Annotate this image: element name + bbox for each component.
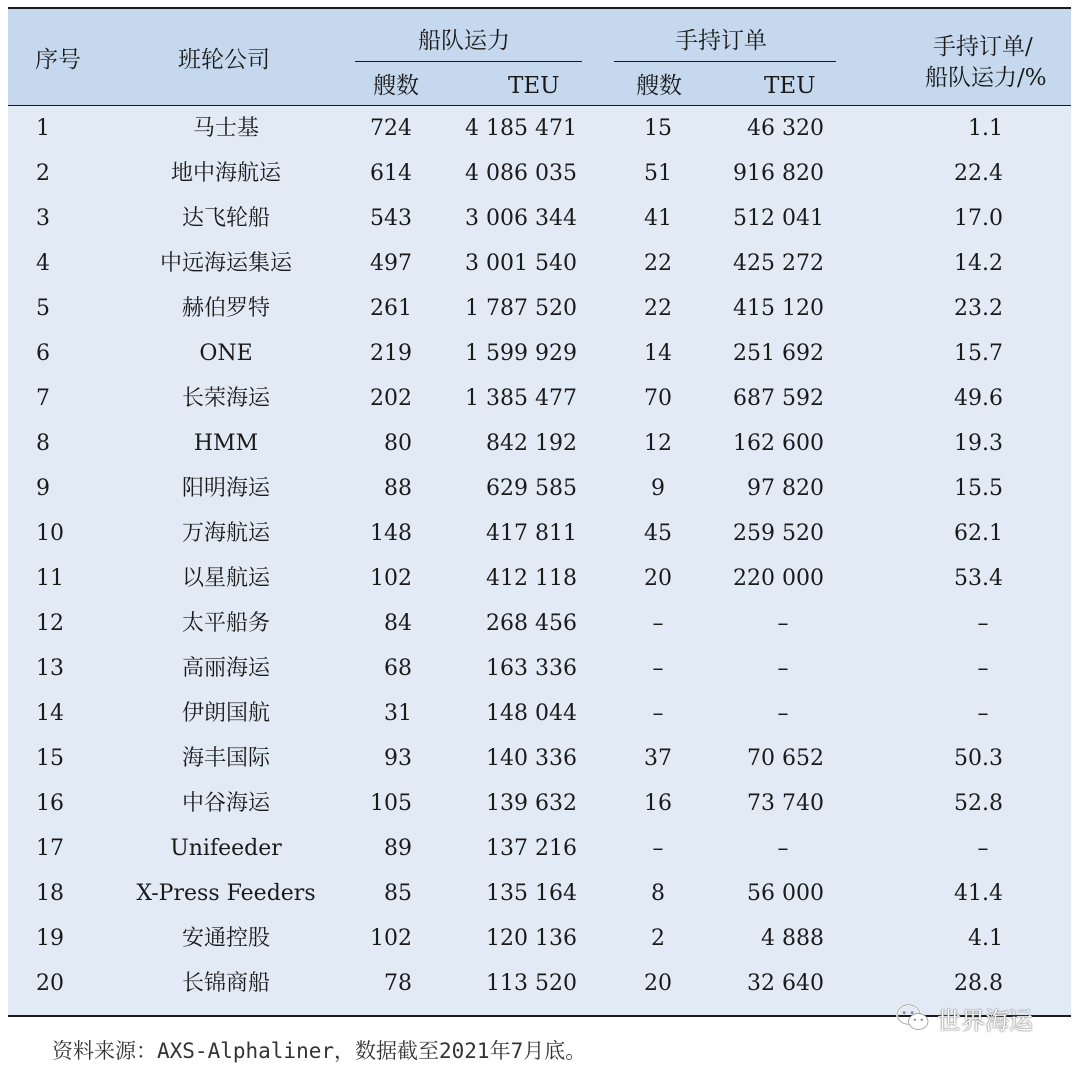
order-ratio-cell: 62.1	[954, 521, 1003, 546]
order-teu-cell: 916 820	[733, 161, 824, 186]
table-row	[8, 692, 1071, 737]
company-name-cell: 达飞轮船	[181, 206, 270, 231]
order-ships-cell: 12	[644, 431, 672, 456]
fleet-teu-cell: 268 456	[486, 611, 577, 636]
order-ships-cell: 22	[644, 251, 672, 276]
fleet-teu-cell: 1 385 477	[465, 386, 577, 411]
fleet-ships-cell: 78	[384, 971, 412, 996]
row-number-cell: 12	[36, 611, 64, 636]
fleet-ships-cell: 93	[384, 746, 412, 771]
fleet-ships-cell: 497	[370, 251, 412, 276]
company-name-cell: ONE	[199, 341, 253, 366]
order-teu-cell: 259 520	[733, 521, 824, 546]
fleet-teu-cell: 1 599 929	[465, 341, 577, 366]
fleet-ships-cell: 85	[384, 881, 412, 906]
order-ships-cell: 16	[644, 791, 672, 816]
fleet-ships-cell: 88	[384, 476, 412, 501]
table-header	[8, 9, 1071, 106]
row-number-cell: 4	[36, 251, 50, 276]
table-row	[8, 782, 1071, 827]
table-row	[8, 512, 1071, 557]
table-row	[8, 917, 1071, 962]
fleet-group-rule	[355, 61, 582, 62]
row-number-cell: 20	[36, 971, 64, 996]
wechat-icon	[895, 1003, 931, 1033]
table-row	[8, 872, 1071, 917]
fleet-ships-cell: 219	[370, 341, 412, 366]
table-row	[8, 242, 1071, 287]
source-note: 资料来源：AXS-Alphaliner，数据截至2021年7月底。	[52, 1039, 587, 1063]
order-teu-cell: 415 120	[733, 296, 824, 321]
order-ships-cell: 15	[644, 116, 672, 141]
header-fleet-teu: TEU	[508, 73, 560, 99]
order-teu-cell: –	[777, 611, 789, 636]
header-seq: 序号	[35, 47, 81, 73]
order-ships-cell: 70	[644, 386, 672, 411]
fleet-ships-cell: 80	[384, 431, 412, 456]
order-teu-cell: 32 640	[747, 971, 824, 996]
order-ships-cell: 20	[644, 971, 672, 996]
company-name-cell: 海丰国际	[181, 746, 270, 771]
fleet-ships-cell: 68	[384, 656, 412, 681]
order-ratio-cell: 19.3	[954, 431, 1003, 456]
order-ratio-cell: 15.7	[954, 341, 1003, 366]
company-name-cell: 地中海航运	[170, 161, 281, 186]
fleet-teu-cell: 113 520	[486, 971, 577, 996]
order-ships-cell: 14	[644, 341, 672, 366]
fleet-teu-cell: 140 336	[486, 746, 577, 771]
order-ratio-cell: –	[977, 656, 989, 681]
row-number-cell: 10	[36, 521, 64, 546]
fleet-teu-cell: 120 136	[486, 926, 577, 951]
row-number-cell: 1	[36, 116, 50, 141]
row-number-cell: 2	[36, 161, 50, 186]
table-row	[8, 827, 1071, 872]
row-number-cell: 3	[36, 206, 50, 231]
watermark-text: 世界海运	[937, 1006, 1033, 1035]
row-number-cell: 19	[36, 926, 64, 951]
order-teu-cell: 425 272	[733, 251, 824, 276]
row-number-cell: 11	[36, 566, 64, 591]
order-ratio-cell: 4.1	[968, 926, 1003, 951]
table-row	[8, 107, 1071, 152]
order-ratio-cell: 53.4	[954, 566, 1003, 591]
table-body	[8, 107, 1071, 1007]
fleet-ships-cell: 84	[384, 611, 412, 636]
row-number-cell: 8	[36, 431, 50, 456]
company-name-cell: 长荣海运	[181, 386, 270, 411]
order-teu-cell: 162 600	[733, 431, 824, 456]
order-teu-cell: –	[777, 701, 789, 726]
order-teu-cell: 56 000	[747, 881, 824, 906]
order-ships-cell: 51	[644, 161, 672, 186]
order-ships-cell: 45	[644, 521, 672, 546]
table-row	[8, 287, 1071, 332]
order-teu-cell: –	[777, 836, 789, 861]
order-ships-cell: 2	[651, 926, 665, 951]
fleet-teu-cell: 3 001 540	[465, 251, 577, 276]
fleet-ships-cell: 102	[370, 926, 412, 951]
order-teu-cell: 97 820	[747, 476, 824, 501]
order-ratio-cell: 22.4	[954, 161, 1003, 186]
header-orders-group: 手持订单	[675, 28, 767, 54]
header-order-ships: 艘数	[636, 73, 682, 99]
row-number-cell: 17	[36, 836, 64, 861]
order-ratio-cell: –	[977, 701, 989, 726]
fleet-ships-cell: 724	[370, 116, 412, 141]
order-ratio-cell: 1.1	[968, 116, 1003, 141]
order-teu-cell: 73 740	[747, 791, 824, 816]
fleet-ships-cell: 89	[384, 836, 412, 861]
header-ratio-line1: 手持订单/	[933, 34, 1033, 60]
fleet-teu-cell: 4 185 471	[465, 116, 577, 141]
company-name-cell: 太平船务	[181, 611, 270, 636]
table-row	[8, 197, 1071, 242]
fleet-teu-cell: 4 086 035	[465, 161, 577, 186]
company-name-cell: 长锦商船	[181, 971, 270, 996]
order-teu-cell: 512 041	[733, 206, 824, 231]
table-row	[8, 152, 1071, 197]
fleet-teu-cell: 163 336	[486, 656, 577, 681]
order-ships-cell: 20	[644, 566, 672, 591]
row-number-cell: 16	[36, 791, 64, 816]
order-ships-cell: –	[652, 836, 664, 861]
order-teu-cell: 70 652	[747, 746, 824, 771]
company-name-cell: 伊朗国航	[181, 701, 270, 726]
fleet-ships-cell: 261	[370, 296, 412, 321]
header-fleet-group: 船队运力	[418, 28, 510, 54]
company-name-cell: HMM	[193, 431, 259, 456]
row-number-cell: 7	[36, 386, 50, 411]
company-name-cell: 万海航运	[181, 521, 270, 546]
fleet-ships-cell: 105	[370, 791, 412, 816]
table-row	[8, 602, 1071, 647]
company-name-cell: 以星航运	[181, 566, 270, 591]
company-name-cell: 安通控股	[181, 926, 270, 951]
order-teu-cell: 251 692	[733, 341, 824, 366]
order-ratio-cell: 14.2	[954, 251, 1003, 276]
order-teu-cell: 4 888	[761, 926, 824, 951]
order-ships-cell: 41	[644, 206, 672, 231]
fleet-teu-cell: 135 164	[486, 881, 577, 906]
table-row	[8, 467, 1071, 512]
order-teu-cell: 220 000	[733, 566, 824, 591]
fleet-ships-cell: 148	[370, 521, 412, 546]
order-ratio-cell: –	[977, 836, 989, 861]
row-number-cell: 15	[36, 746, 64, 771]
capacity-table	[8, 7, 1071, 1017]
fleet-teu-cell: 3 006 344	[465, 206, 577, 231]
company-name-cell: Unifeeder	[170, 836, 282, 861]
table-row	[8, 557, 1071, 602]
row-number-cell: 13	[36, 656, 64, 681]
fleet-teu-cell: 137 216	[486, 836, 577, 861]
order-teu-cell: 687 592	[733, 386, 824, 411]
row-number-cell: 14	[36, 701, 64, 726]
order-ships-cell: 37	[644, 746, 672, 771]
fleet-teu-cell: 148 044	[486, 701, 577, 726]
order-teu-cell: 46 320	[747, 116, 824, 141]
row-number-cell: 9	[36, 476, 50, 501]
order-ships-cell: –	[652, 656, 664, 681]
company-name-cell: 阳明海运	[181, 476, 270, 501]
fleet-teu-cell: 412 118	[486, 566, 577, 591]
fleet-ships-cell: 202	[370, 386, 412, 411]
fleet-ships-cell: 614	[370, 161, 412, 186]
company-name-cell: 赫伯罗特	[181, 296, 270, 321]
order-ships-cell: 8	[651, 881, 665, 906]
row-number-cell: 6	[36, 341, 50, 366]
order-ratio-cell: 50.3	[954, 746, 1003, 771]
order-ratio-cell: 15.5	[954, 476, 1003, 501]
orders-group-rule	[614, 61, 836, 62]
order-ships-cell: 9	[651, 476, 665, 501]
company-name-cell: 中谷海运	[181, 791, 270, 816]
company-name-cell: 马士基	[192, 116, 259, 141]
order-ships-cell: 22	[644, 296, 672, 321]
table-row	[8, 377, 1071, 422]
table-row	[8, 332, 1071, 377]
fleet-teu-cell: 417 811	[486, 521, 577, 546]
order-ratio-cell: 17.0	[954, 206, 1003, 231]
row-number-cell: 5	[36, 296, 50, 321]
order-ratio-cell: –	[977, 611, 989, 636]
fleet-ships-cell: 31	[384, 701, 412, 726]
order-ships-cell: –	[652, 611, 664, 636]
order-ratio-cell: 23.2	[954, 296, 1003, 321]
header-fleet-ships: 艘数	[373, 73, 419, 99]
fleet-teu-cell: 629 585	[486, 476, 577, 501]
order-ratio-cell: 52.8	[954, 791, 1003, 816]
table-row	[8, 737, 1071, 782]
fleet-teu-cell: 1 787 520	[465, 296, 577, 321]
table-row	[8, 647, 1071, 692]
order-ratio-cell: 28.8	[954, 971, 1003, 996]
fleet-ships-cell: 102	[370, 566, 412, 591]
fleet-teu-cell: 842 192	[486, 431, 577, 456]
company-name-cell: X-Press Feeders	[136, 881, 316, 906]
order-ratio-cell: 49.6	[954, 386, 1003, 411]
fleet-teu-cell: 139 632	[486, 791, 577, 816]
order-ships-cell: –	[652, 701, 664, 726]
company-name-cell: 中远海运集运	[159, 251, 292, 276]
header-company: 班轮公司	[178, 47, 270, 73]
order-ratio-cell: 41.4	[954, 881, 1003, 906]
fleet-ships-cell: 543	[370, 206, 412, 231]
header-ratio-line2: 船队运力/%	[925, 65, 1047, 91]
header-order-teu: TEU	[764, 73, 816, 99]
watermark	[895, 1000, 1033, 1036]
company-name-cell: 高丽海运	[181, 656, 270, 681]
order-teu-cell: –	[777, 656, 789, 681]
row-number-cell: 18	[36, 881, 64, 906]
table-row	[8, 422, 1071, 467]
